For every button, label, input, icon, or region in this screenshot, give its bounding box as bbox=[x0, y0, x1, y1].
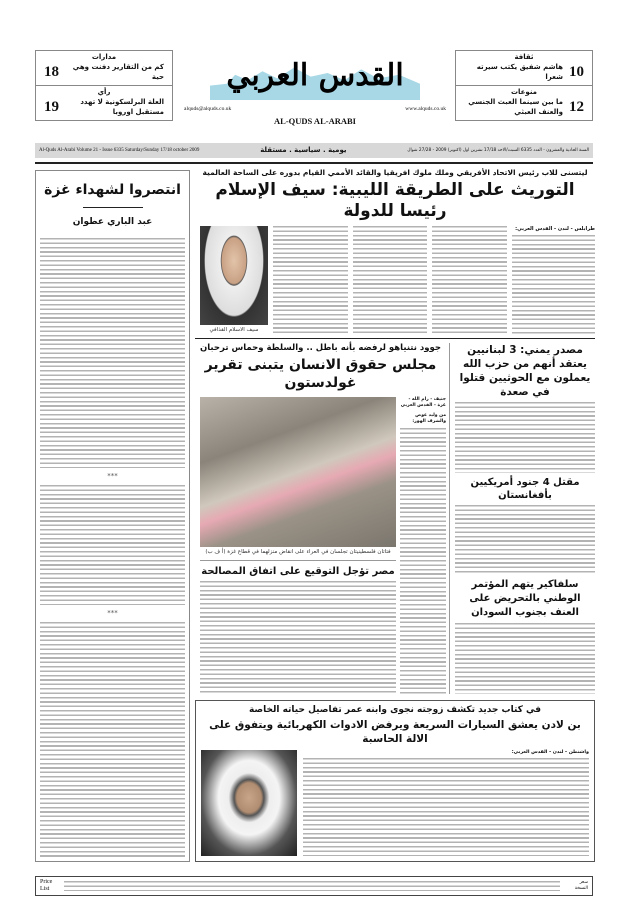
lead-first-column bbox=[512, 226, 595, 334]
column-rule bbox=[449, 343, 450, 694]
teaser-opinion[interactable] bbox=[36, 86, 172, 120]
dateline-arabic: السنة الحادية والعشرون - العدد 6335 السبت/الاحد 17/18 تشرين اول (اكتوبر) 2009 - 27/28 شوال bbox=[407, 147, 589, 153]
teaser-madarat[interactable] bbox=[36, 51, 172, 86]
lead-story bbox=[195, 168, 595, 338]
slogan: يومية . سياسية . مستقلة bbox=[260, 146, 347, 154]
afghan-body bbox=[455, 505, 595, 576]
binladen-dateline: واشنطن - لندن - القدس العربي: bbox=[511, 750, 589, 755]
un-content bbox=[195, 397, 446, 694]
dateline-english: Al-Quds Al-Arabi Volume 21 - Issue 6335 Saturday/Sunday 17/18 october 2009 bbox=[39, 147, 200, 153]
lead-kicker: ليتسنى للاب رئيس الاتحاد الأفريقي وملك ملوك افريقيا والقائد الأممي القيام بدوره على الساحة العالمية bbox=[202, 168, 588, 177]
opinion-author: عبد الباري عطوان bbox=[72, 217, 153, 227]
price-list bbox=[35, 876, 593, 896]
teaser-headline: ما بين سينما العبث الجنسي والعنف العبثي bbox=[468, 98, 563, 116]
teaser-section: رأي bbox=[97, 88, 111, 96]
logo-english: AL-QUDS AL-ARABI bbox=[274, 116, 356, 126]
teaser-headline: هاشم شفيق يكتب سيرته شعرا bbox=[476, 63, 563, 81]
lead-content bbox=[195, 226, 595, 338]
lead-dateline: طرابلس - لندن - القدس العربي: bbox=[515, 226, 596, 232]
teaser-misc[interactable] bbox=[456, 86, 592, 120]
opinion-column bbox=[35, 170, 190, 862]
middle-section bbox=[195, 343, 595, 694]
masthead-rule bbox=[35, 162, 593, 164]
teaser-section: ثقافة bbox=[514, 53, 534, 61]
un-photo-column bbox=[200, 397, 396, 694]
egypt-body bbox=[200, 581, 396, 694]
afghan-headline[interactable]: مقتل 4 جنود أمريكيين بأفغانستان bbox=[470, 476, 580, 501]
sudan-body bbox=[455, 623, 595, 694]
egypt-headline[interactable]: مصر تؤجل التوقيع على اتفاق المصالحة bbox=[201, 566, 395, 577]
price-list-body bbox=[64, 881, 560, 891]
opinion-body bbox=[40, 485, 185, 605]
teaser-culture[interactable] bbox=[456, 51, 592, 86]
dateline-bar bbox=[35, 143, 593, 158]
teaser-page: 19 bbox=[44, 98, 59, 115]
lead-photo bbox=[200, 226, 268, 325]
un-headline[interactable]: مجلس حقوق الانسان يتبنى تقرير غولدستون bbox=[204, 357, 437, 391]
lead-body bbox=[512, 235, 595, 334]
right-teasers bbox=[455, 50, 593, 121]
right-column bbox=[453, 343, 595, 694]
lead-body bbox=[353, 226, 428, 334]
sudan-headline[interactable]: سلفاكير يتهم المؤتمر الوطني بالتحريض على العنف بجنوب السودان bbox=[469, 579, 581, 619]
binladen-text bbox=[303, 750, 589, 856]
rubble-photo-caption: فتاتان فلسطينيتان تجلسان في العراء على انقاض منزلهما في قطاع غزة (أ ف ب) bbox=[205, 549, 391, 555]
un-kicker: جوود نتنياهو لرفضه بأنه باطل .. والسلطة وحماس ترحبان bbox=[199, 343, 442, 353]
binladen-box bbox=[195, 700, 595, 862]
binladen-kicker: في كتاب جديد تكشف زوجته نجوى وابنه عمر تفاصيل حياته الخاصة bbox=[248, 705, 542, 715]
un-text-column bbox=[400, 397, 446, 694]
lead-photo-block bbox=[200, 226, 268, 334]
binladen-photo bbox=[201, 750, 297, 856]
yemen-body bbox=[455, 402, 595, 473]
un-byline: من وليد عوض والشرف الهور: bbox=[412, 413, 446, 424]
left-teasers bbox=[35, 50, 173, 121]
yemen-headline[interactable]: مصدر يمني: 3 لبنانيين يعتقد أنهم من حزب الله يعملون مع الحوثيين قتلوا في صعدة bbox=[459, 344, 591, 398]
logo-text: القدس العربي bbox=[226, 58, 404, 93]
price-list-label-ar: سعر النسخة bbox=[574, 880, 588, 891]
binladen-content bbox=[201, 750, 589, 856]
un-body bbox=[400, 428, 446, 694]
lead-body bbox=[432, 226, 507, 334]
opinion-body bbox=[40, 238, 185, 468]
rubble-photo bbox=[200, 397, 396, 547]
un-story bbox=[195, 343, 446, 694]
lead-headline[interactable]: التوريث على الطريقة الليبية: سيف الإسلام رئيسا للدولة bbox=[215, 180, 575, 221]
teaser-page: 18 bbox=[44, 63, 59, 80]
separator: *** bbox=[107, 472, 118, 480]
teaser-headline: كم من التقارير دفنت وهي حية bbox=[72, 63, 164, 81]
binladen-headline[interactable]: بن لادن يعشق السيارات السريعة ويرفض الادوات الكهربائية ويتفوق على الالة الحاسبة bbox=[209, 719, 581, 745]
un-dateline: جنيف - رام الله - غزة - القدس العربي bbox=[400, 397, 446, 408]
lead-body bbox=[273, 226, 348, 334]
teaser-section: منوعات bbox=[510, 88, 538, 96]
website[interactable]: www.alquds.co.uk bbox=[405, 106, 446, 112]
email[interactable]: alquds@alquds.co.uk bbox=[184, 106, 232, 112]
separator: *** bbox=[107, 609, 118, 617]
teaser-headline: العلة البرلسكونية لا تهدد مستقبل اوروبا bbox=[80, 98, 164, 116]
opinion-body bbox=[40, 622, 185, 857]
teaser-page: 10 bbox=[569, 63, 584, 80]
binladen-body bbox=[303, 758, 589, 856]
opinion-headline[interactable]: انتصروا لشهداء غزة bbox=[44, 182, 181, 198]
logo bbox=[180, 46, 450, 138]
lead-photo-caption: سيف الاسلام القذافي bbox=[209, 327, 259, 333]
divider bbox=[200, 560, 396, 561]
divider bbox=[195, 338, 595, 339]
price-list-label: Price List bbox=[40, 879, 53, 892]
main-area bbox=[195, 168, 595, 862]
divider bbox=[83, 207, 143, 208]
teaser-page: 12 bbox=[569, 98, 584, 115]
teaser-section: مدارات bbox=[91, 53, 117, 61]
